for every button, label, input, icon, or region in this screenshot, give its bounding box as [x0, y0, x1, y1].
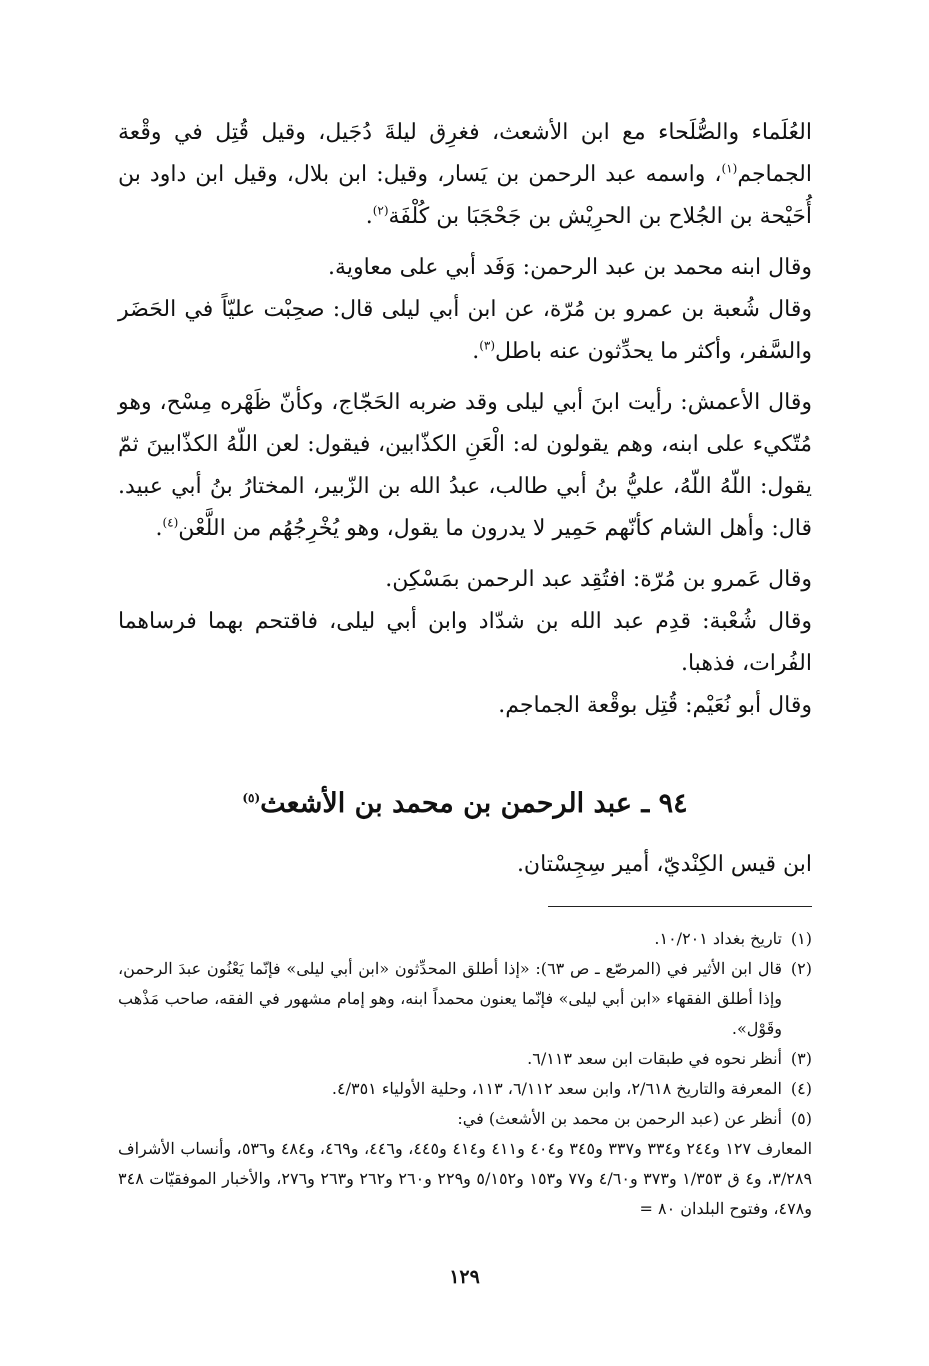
main-text: [118, 112, 812, 727]
footnote-1: (١) تاريخ بغداد ١٠/٢٠١.: [654, 929, 812, 948]
paragraph-1: العُلَماء والصُّلَحاء مع ابن الأشعث، فغرِق ليلةَ دُجَيل، وقيل قُتِل في وقْعة الجماجم$^{(١)}$، واسمه عبد الرحمن بن يَسار، وقيل: ابن بلال، وقيل ابن داود بن أُحَيْحة بن الجُلاح بن الحرِيْش بن جَحْجَبَا بن كُلْفَة$^{(٢)}$.: [118, 120, 812, 229]
paragraph-2: وقال ابنه محمد بن عبد الرحمن: وَفَد أبي على معاوية.: [328, 255, 812, 280]
footnote-ref-3[interactable]: (٣): [479, 338, 496, 353]
footnote-ref-5[interactable]: (٥): [242, 791, 261, 805]
footnote-ref-4[interactable]: (٤): [162, 515, 179, 530]
paragraph-5: وقال عَمرو بن مُرّة: افتُقِد عبد الرحمن بمَسْكِن.: [385, 567, 812, 592]
footnote-3: (٣) أنظر نحوه في طبقات ابن سعد ٦/١١٣.: [527, 1049, 812, 1068]
footnote-4: (٤) المعرفة والتاريخ ٢/٦١٨، وابن سعد ٦/١١٢، ١١٣، وحلية الأولياء ٤/٣٥١.: [331, 1079, 812, 1098]
entry-heading: ٩٤ ـ عبد الرحمن بن محمد بن الأشعث$^{(٥)}$: [242, 788, 688, 819]
footnote-2: (٢) قال ابن الأثير في (المرصّع ـ ص ٦٣): «إذا أطلق المحدِّثون «ابن أبي ليلى» فإنّما يَعْنُون عبدَ الرحمن، وإذا أطلق الفقهاء «ابن أبي ليلى» فإنّما يعنون محمداً ابنه، وهو إمام مشهور في الفقه، صاحب مَذْهب وقَوْل».: [118, 959, 812, 1038]
paragraph-3: وقال شُعبة بن عمرو بن مُرّة، عن ابن أبي ليلى قال: صحِبْت عليّاً في الحَضَر والسَّفر، وأكثر ما يحدِّثون عنه باطل$^{(٣)}$.: [118, 297, 812, 364]
footnote-ref-1[interactable]: (١): [721, 161, 738, 176]
footnote-ref-2[interactable]: (٢): [372, 203, 389, 218]
entry-intro: ابن قيس الكِنْديّ، أمير سِجِسْتان.: [516, 852, 812, 877]
paragraph-7: وقال أبو نُعَيْم: قُتِل بوقْعة الجماجم.: [498, 693, 812, 718]
page-number: ١٢٩: [449, 1266, 480, 1288]
paragraph-4: وقال الأعمش: رأيت ابنَ أبي ليلى وقد ضربه الحَجّاج، وكأنّ ظَهْره مِسْح، وهو مُتّكيء على ابنه، وهم يقولون له: الْعَنِ الكذّابين، فيقول: لعن اللّهُ الكذّابينَ ثمّ يقول: اللّهُ اللّهُ، عليُّ بنُ أبي طالب، عبدُ الله بن الزّبير، المختارُ بنُ أبي عبيد. قال: وأهل الشام كأنّهم حَمِير لا يدرون ما يقول، وهو يُخْرِجُهُم من اللَّعْن$^{(٤)}$.: [118, 390, 812, 541]
footnote-5-continuation: المعارف ١٢٧ و٢٤٤ و٣٣٤ و٣٣٧ و٣٤٥ و٤٠٤ و٤١١ و٤١٤ و٤٤٥، و٤٤٦، و٤٦٩، و٤٨٤ و٥٣٦، وأنساب الأشراف ٣/٢٨٩، و٤ ق ١/٣٥٣ و٣٧٣ و٤/٦٠ و٧٧ و١٥٣ و٥/١٥٢ و٢٢٩ و٢٦٠ و٢٦٢ و٢٦٣ و٢٧٦، والأخبار الموفقيّات ٣٤٨ و٤٧٨، وفتوح البلدان ٨٠ =: [118, 1139, 813, 1218]
paragraph-6: وقال شُعْبة: قدِم عبد الله بن شدّاد وابن أبي ليلى، فاقتحم بهما فرساهما الفُرات، فذهبا.: [118, 609, 812, 676]
footnotes: [118, 924, 812, 1224]
footnote-divider: [548, 906, 812, 907]
footnote-5: (٥) أنظر عن (عبد الرحمن بن محمد بن الأشعث) في:: [457, 1109, 812, 1128]
